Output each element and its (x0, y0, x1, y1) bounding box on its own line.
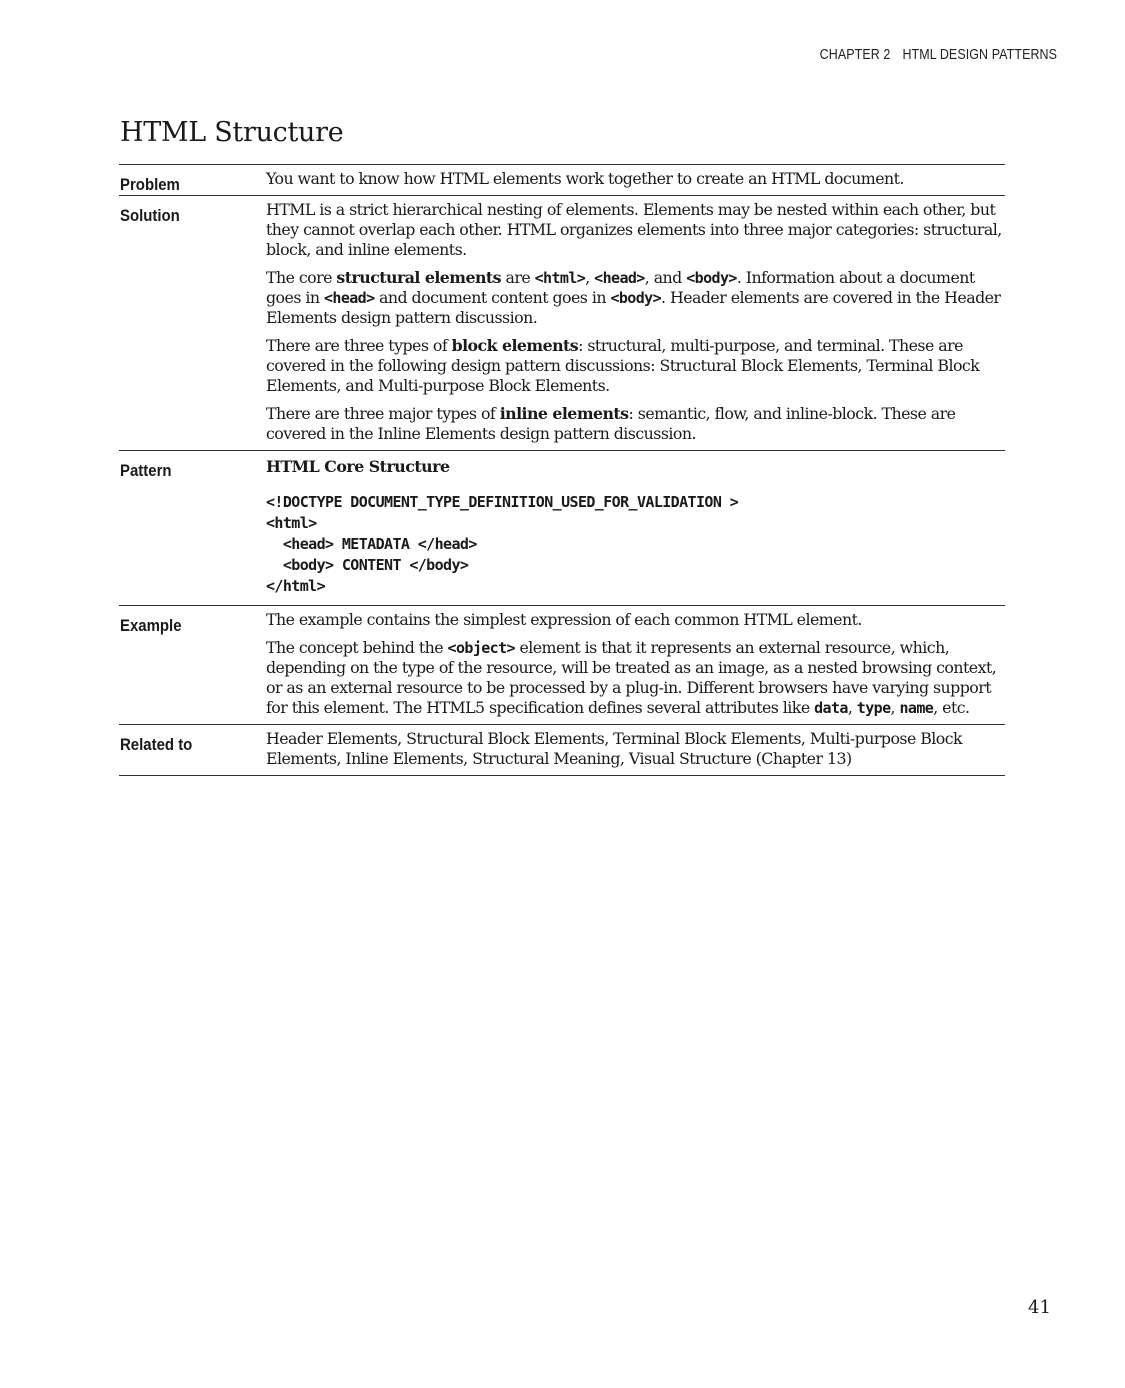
running-head-title: HTML DESIGN PATTERNS (902, 47, 1057, 63)
solution-paragraph-1: HTML is a strict hierarchical nesting of elements. Elements may be nested within each other, but they cannot overlap each other. HTML organizes elements into three major categories: structural, block, and inline elements. (266, 200, 1002, 259)
design-pattern-table (119, 164, 1005, 776)
code-block: <!DOCTYPE DOCUMENT_TYPE_DEFINITION_USED_FOR_VALIDATION > <html> <head> METADATA </head> <body> CONTENT </body> </html> (266, 493, 739, 595)
code-object: <object> (447, 639, 515, 657)
pattern-title: HTML Core Structure (266, 457, 450, 476)
solution-label: Solution (119, 196, 266, 451)
related-body (266, 725, 1005, 776)
page-number: 41 (1028, 1297, 1051, 1318)
solution-paragraph-4: There are three major types of inline elements: semantic, flow, and inline-block. These are covered in the Inline Elements design pattern discussion. (266, 404, 956, 443)
related-text: Header Elements, Structural Block Elements, Terminal Block Elements, Multi-purpose Block Elements, Inline Elements, Structural Meaning, Visual Structure (Chapter 13) (266, 729, 963, 768)
related-row (119, 725, 1005, 776)
solution-body (266, 196, 1005, 451)
running-head (820, 47, 1057, 63)
example-row (119, 606, 1005, 725)
solution-paragraph-2: The core structural elements are <html>, <head>, and <body>. Information about a document goes in <head> and document content goes in <body>. Header elements are covered in the Header Elements design pattern discussion. (266, 268, 1001, 327)
example-paragraph-2: The concept behind the <object> element is that it represents an external resource, which, depending on the type of the resource, will be treated as an image, as a nested browsing context, or as an external resource to be processed by a plug-in. Different browsers have varying support for this element. The HTML5 specification defines several attributes like data, type, name, etc. (266, 638, 997, 717)
term-structural-elements: structural elements (336, 268, 501, 287)
problem-label: Problem (119, 165, 266, 196)
solution-row (119, 196, 1005, 451)
solution-paragraph-3: There are three types of block elements: structural, multi-purpose, and terminal. These are covered in the following design pattern discussions: Structural Block Elements, Terminal Block Elements, and Multi-purpose Block Elements. (266, 336, 980, 395)
example-label: Example (119, 606, 266, 725)
pattern-row (119, 451, 1005, 606)
code-name: name (899, 699, 934, 717)
problem-row (119, 165, 1005, 196)
related-label: Related to (119, 725, 266, 776)
example-paragraph-1: The example contains the simplest expression of each common HTML element. (266, 610, 862, 629)
code-type: type (856, 699, 891, 717)
example-body (266, 606, 1005, 725)
term-block-elements: block elements (451, 336, 579, 355)
running-head-chapter: CHAPTER 2 (819, 47, 891, 63)
problem-text: You want to know how HTML elements work together to create an HTML document. (266, 169, 904, 188)
term-inline-elements: inline elements (499, 404, 629, 423)
code-html: <html> (534, 269, 586, 287)
problem-body (266, 165, 1005, 196)
code-body: <body> (686, 269, 737, 287)
code-data: data (814, 699, 848, 717)
code-head: <head> (323, 289, 375, 307)
code-body: <body> (610, 289, 662, 307)
code-head: <head> (594, 269, 645, 287)
pattern-label: Pattern (119, 451, 266, 606)
section-title: HTML Structure (120, 117, 344, 148)
pattern-body (266, 451, 1005, 606)
